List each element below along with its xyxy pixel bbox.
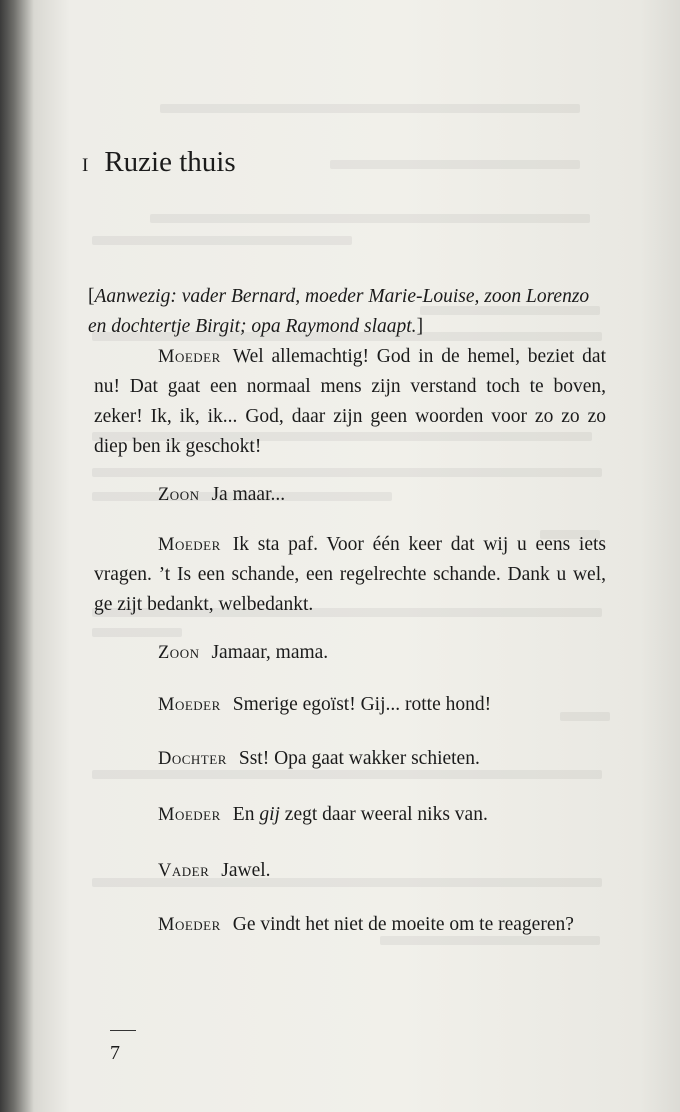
stage-text: vader Bernard, moeder Marie-Louise, zoon Lorenzo en dochtertje Birgit; opa Raymond slaapt.: [88, 286, 590, 337]
line-text: Ja maar...: [211, 484, 286, 505]
stage-direction: [88, 282, 608, 342]
speaker-name: Moeder: [158, 347, 221, 367]
page-number-rule: [110, 1030, 136, 1031]
dialogue-line: [94, 856, 606, 886]
dialogue-line: [94, 530, 606, 620]
speaker-name: Vader: [158, 861, 210, 881]
dialogue-line: [94, 910, 606, 940]
speaker-name: Moeder: [158, 805, 221, 825]
speaker-name: Zoon: [158, 485, 200, 505]
page-number: 7: [110, 1042, 120, 1064]
line-text: Jamaar, mama.: [211, 642, 329, 663]
dialogue-line: [94, 690, 606, 720]
stage-lead: Aanwezig:: [94, 286, 177, 307]
chapter-heading: [82, 146, 236, 179]
speaker-name: Dochter: [158, 749, 227, 769]
speaker-name: Moeder: [158, 695, 221, 715]
dialogue-line: [94, 638, 606, 668]
stage-bracket-close: ]: [416, 316, 424, 337]
speaker-name: Zoon: [158, 643, 200, 663]
line-text: Wel allemachtig! God in de hemel, beziet dat nu! Dat gaat een normaal mens zijn verstand toch te boven, zeker! Ik, ik, ik... God, daar zijn geen woorden voor zo zo zo diep ben ik geschokt!: [94, 346, 606, 457]
chapter-number: I: [82, 155, 89, 176]
speaker-name: Moeder: [158, 535, 221, 555]
dialogue-line: [94, 800, 606, 830]
chapter-title: Ruzie thuis: [104, 146, 236, 178]
line-text: Sst! Opa gaat wakker schieten.: [238, 748, 480, 769]
line-text-after: zegt daar weeral niks van.: [279, 804, 488, 825]
speaker-name: Moeder: [158, 915, 221, 935]
line-text-emphasis: gij: [259, 804, 280, 825]
line-text: Ik sta paf. Voor één keer dat wij u eens iets vragen. ’t Is een schande, een regelrechte schande. Dank u wel, ge zijt bedankt, welbedankt.: [94, 534, 606, 615]
dialogue-line: [94, 744, 606, 774]
dialogue-line: [94, 480, 606, 510]
line-text: Jawel.: [221, 860, 271, 881]
line-text: Ge vindt het niet de moeite om te reageren?: [232, 914, 574, 935]
dialogue-line: [94, 342, 606, 462]
line-text-before: En: [232, 804, 260, 825]
stage-bracket-open: [: [88, 286, 95, 307]
line-text: Smerige egoïst! Gij... rotte hond!: [232, 694, 492, 715]
